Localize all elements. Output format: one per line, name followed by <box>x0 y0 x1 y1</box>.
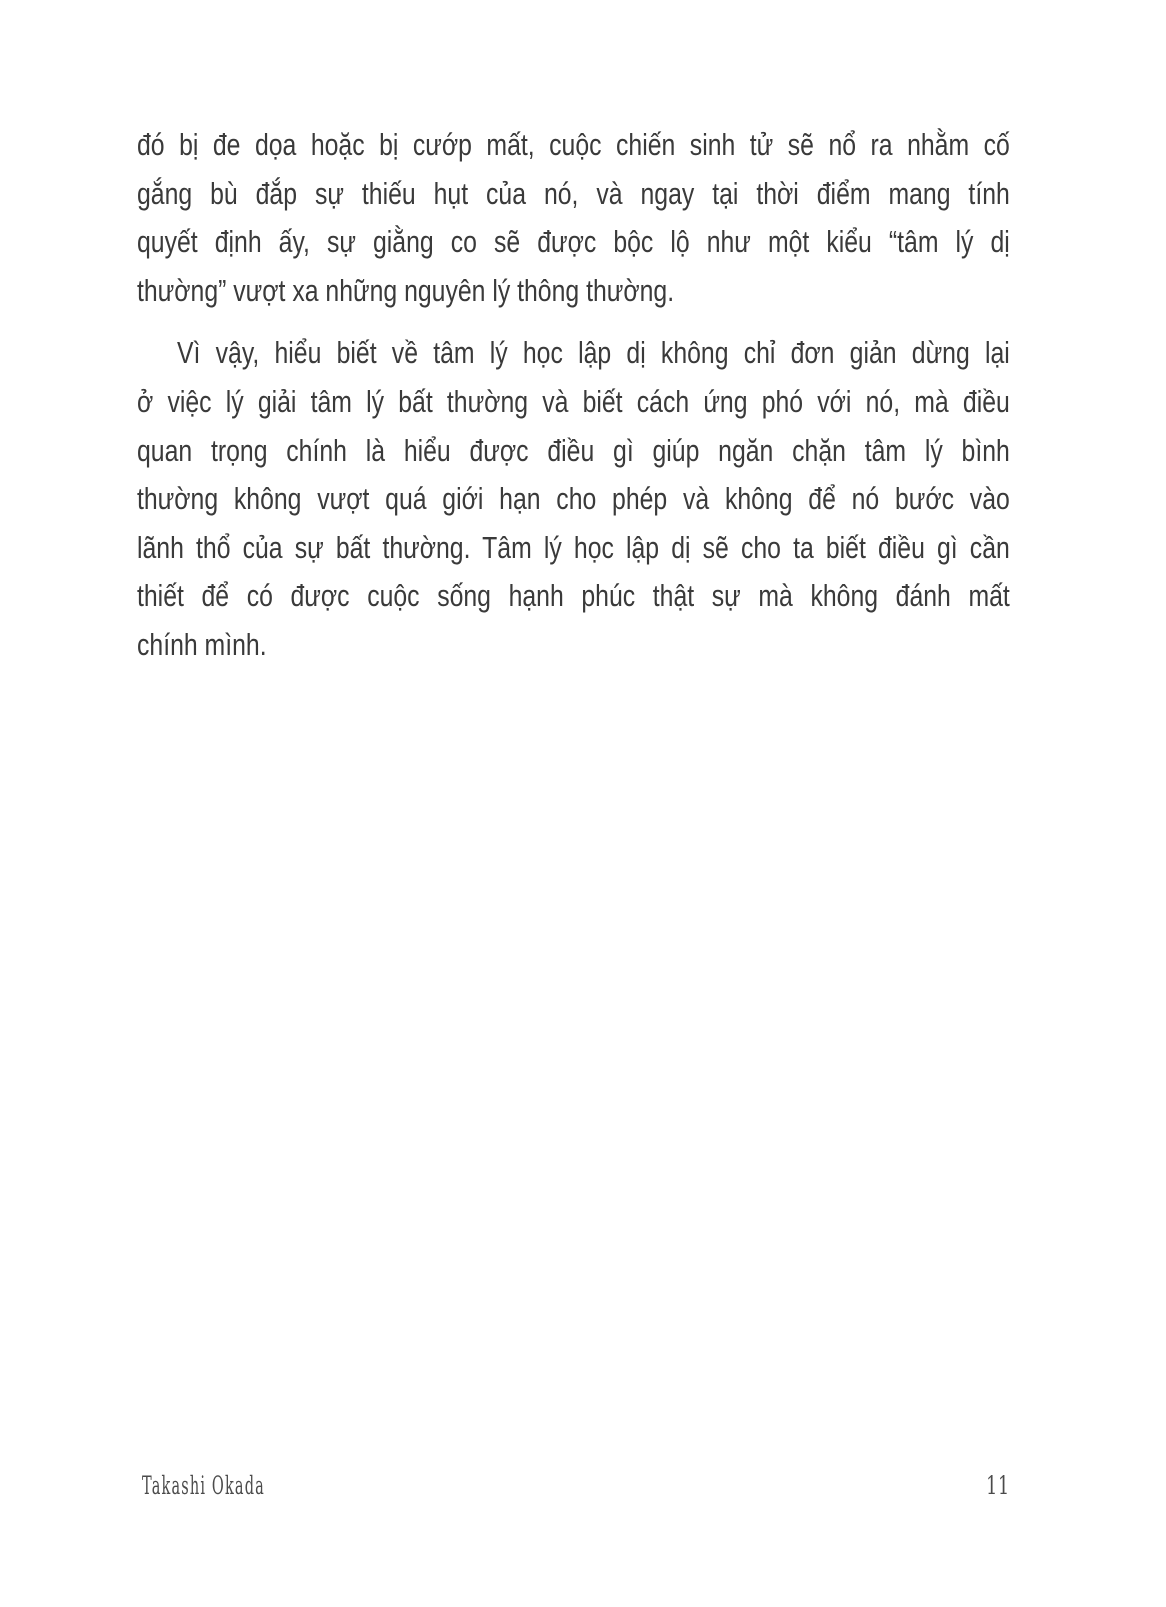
paragraph-1 <box>137 121 1010 315</box>
text-line: chính mình. <box>137 626 267 662</box>
text-line: quyết định ấy, sự giằng co sẽ được bộc lộ như một kiểu “tâm lý dị <box>137 224 1010 260</box>
paragraph-2 <box>137 329 1010 669</box>
body-text <box>137 121 1010 670</box>
text-line: lãnh thổ của sự bất thường. Tâm lý học lập dị sẽ cho ta biết điều gì cần <box>137 529 1010 565</box>
text-line: thiết để có được cuộc sống hạnh phúc thật sự mà không đánh mất <box>137 578 1010 614</box>
footer-page-number: 11 <box>986 1471 1010 1500</box>
text-line: quan trọng chính là hiểu được điều gì giúp ngăn chặn tâm lý bình <box>137 432 1010 468</box>
text-line: gắng bù đắp sự thiếu hụt của nó, và ngay tại thời điểm mang tính <box>137 175 1010 211</box>
footer-author: Takashi Okada <box>142 1471 265 1500</box>
text-line: đó bị đe dọa hoặc bị cướp mất, cuộc chiến sinh tử sẽ nổ ra nhằm cố <box>137 127 1010 162</box>
text-line: thường không vượt quá giới hạn cho phép và không để nó bước vào <box>137 481 1010 517</box>
text-line: ở việc lý giải tâm lý bất thường và biết cách ứng phó với nó, mà điều <box>137 383 1010 419</box>
text-line: Vì vậy, hiểu biết về tâm lý học lập dị không chỉ đơn giản dừng lại <box>177 335 1010 371</box>
text-line: thường” vượt xa những nguyên lý thông thường. <box>137 272 675 308</box>
